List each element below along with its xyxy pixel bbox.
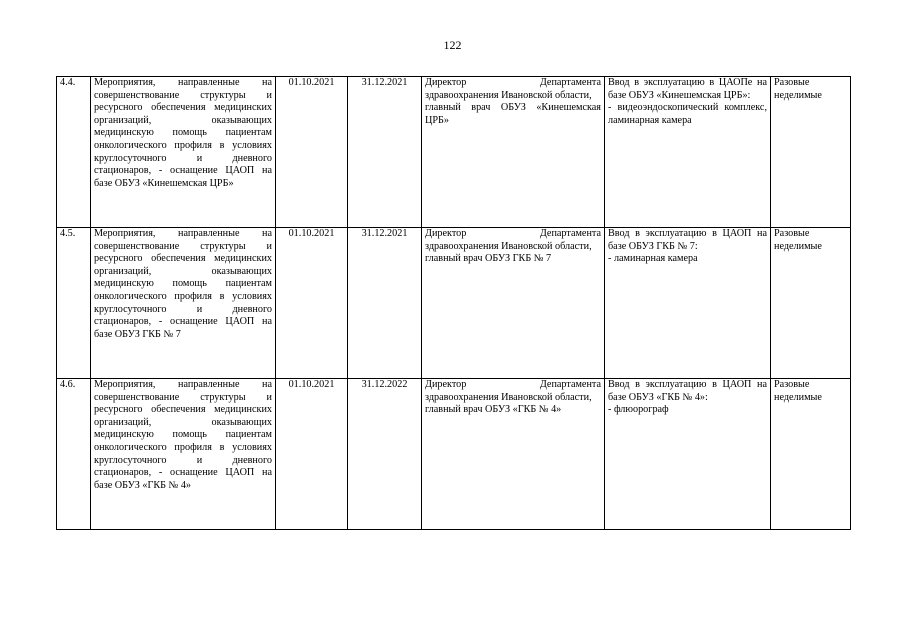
event-description-cell: Мероприятия, направленные на совершенствование структуры и ресурсного обеспечения медицинских организаций, оказывающих медицинскую помощь пациентам онкологического профиля в условиях круглосуточного и дневного стационаров, - оснащение ЦАОП на базе ОБУЗ «ГКБ № 4» — [91, 379, 276, 530]
table-row — [57, 379, 851, 530]
end-date-cell: 31.12.2022 — [348, 379, 422, 530]
responsible-cell: Директор Департамента здравоохранения Ивановской области, главный врач ОБУЗ «ГКБ № 4» — [422, 379, 605, 530]
event-description-cell: Мероприятия, направленные на совершенствование структуры и ресурсного обеспечения медицинских организаций, оказывающих медицинскую помощь пациентам онкологического профиля в условиях круглосуточного и дневного стационаров, - оснащение ЦАОП на базе ОБУЗ «Кинешемская ЦРБ» — [91, 77, 276, 228]
event-description-cell: Мероприятия, направленные на совершенствование структуры и ресурсного обеспечения медицинских организаций, оказывающих медицинскую помощь пациентам онкологического профиля в условиях круглосуточного и дневного стационаров, - оснащение ЦАОП на базе ОБУЗ ГКБ № 7 — [91, 228, 276, 379]
result-cell: Ввод в эксплуатацию в ЦАОП на базе ОБУЗ ГКБ № 7: - ламинарная камера — [605, 228, 771, 379]
page-number: 122 — [443, 38, 462, 52]
row-number-cell: 4.5. — [57, 228, 91, 379]
table-row — [57, 228, 851, 379]
end-date-cell: 31.12.2021 — [348, 77, 422, 228]
row-number-cell: 4.4. — [57, 77, 91, 228]
row-number-cell: 4.6. — [57, 379, 91, 530]
responsible-cell: Директор Департамента здравоохранения Ивановской области, главный врач ОБУЗ ГКБ № 7 — [422, 228, 605, 379]
start-date-cell: 01.10.2021 — [276, 77, 348, 228]
event-type-cell: Разовые неделимые — [771, 379, 851, 530]
start-date-cell: 01.10.2021 — [276, 228, 348, 379]
event-type-cell: Разовые неделимые — [771, 228, 851, 379]
responsible-cell: Директор Департамента здравоохранения Ивановской области, главный врач ОБУЗ «Кинешемская ЦРБ» — [422, 77, 605, 228]
end-date-cell: 31.12.2021 — [348, 228, 422, 379]
event-type-cell: Разовые неделимые — [771, 77, 851, 228]
table-row — [57, 77, 851, 228]
result-cell: Ввод в эксплуатацию в ЦАОПе на базе ОБУЗ «Кинешемская ЦРБ»: - видеоэндоскопический комплекс, ламинарная камера — [605, 77, 771, 228]
activities-table — [56, 76, 851, 530]
result-cell: Ввод в эксплуатацию в ЦАОП на базе ОБУЗ «ГКБ № 4»: - флюорограф — [605, 379, 771, 530]
start-date-cell: 01.10.2021 — [276, 379, 348, 530]
